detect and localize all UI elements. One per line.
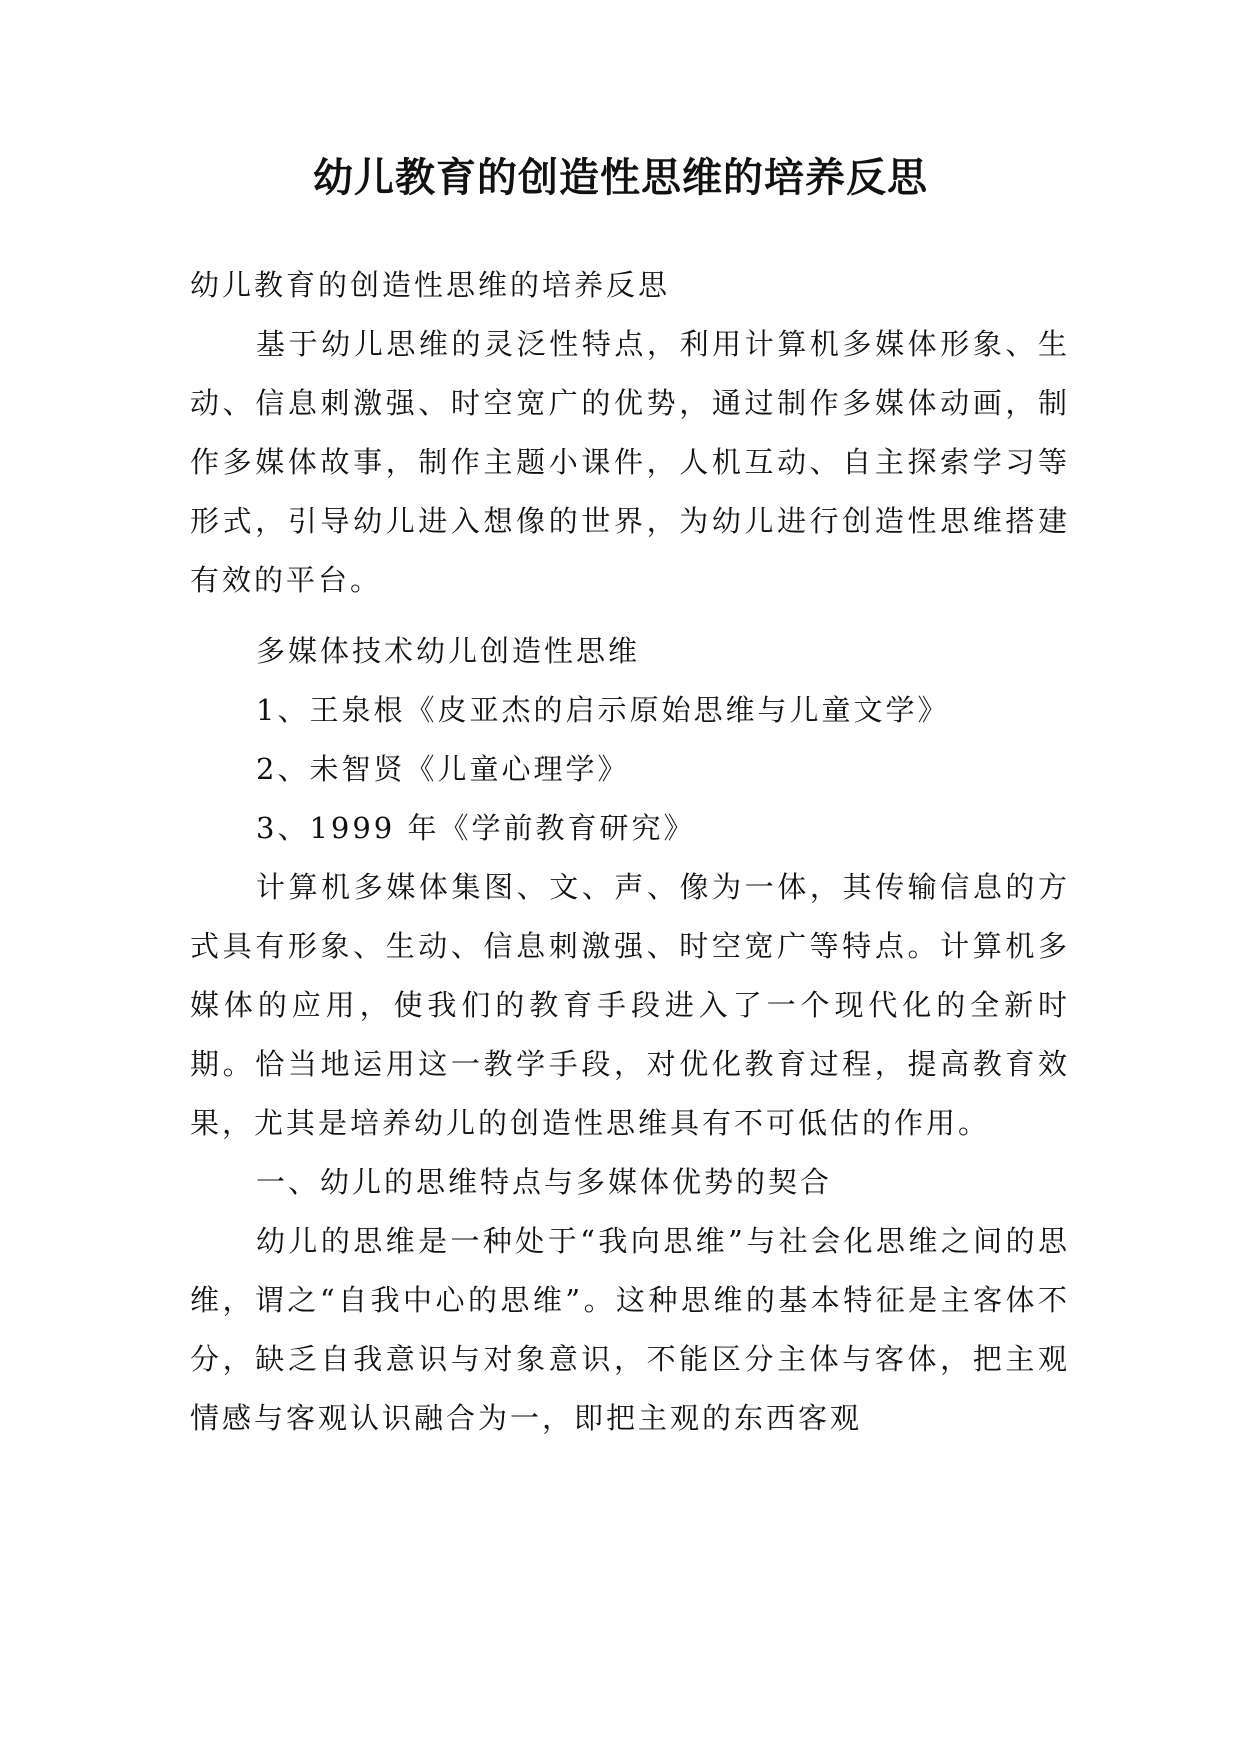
subtitle-line: 幼儿教育的创造性思维的培养反思 <box>190 268 671 302</box>
abstract-paragraph: 基于幼儿思维的灵泛性特点，利用计算机多媒体形象、生动、信息刺激强、时空宽广的优势，通过制作多媒体动画，制作多媒体故事，制作主题小课件，人机互动、自主探索学习等形式，引导幼儿进入想像的世界，为幼儿进行创造性思维搭建有效的平台。 <box>190 327 1070 597</box>
reference-item: 3、1999 年《学前教育研究》 <box>256 811 696 845</box>
reference-item: 1、王泉根《皮亚杰的启示原始思维与儿童文学》 <box>256 693 950 727</box>
keywords-line: 多媒体技术幼儿创造性思维 <box>256 634 641 668</box>
document-title: 幼儿教育的创造性思维的培养反思 <box>313 155 928 201</box>
document-body-main <box>190 622 1070 1448</box>
reference-item: 2、未智贤《儿童心理学》 <box>256 752 630 786</box>
document-body-top <box>190 256 1070 610</box>
section-paragraph: 幼儿的思维是一种处于“我向思维”与社会化思维之间的思维，谓之“自我中心的思维”。这种思维的基本特征是主客体不分，缺乏自我意识与对象意识，不能区分主体与客体，把主观情感与客观认识融合为一，即把主观的东西客观 <box>190 1224 1070 1435</box>
intro-paragraph: 计算机多媒体集图、文、声、像为一体，其传输信息的方式具有形象、生动、信息刺激强、时空宽广等特点。计算机多媒体的应用，使我们的教育手段进入了一个现代化的全新时期。恰当地运用这一教学手段，对优化教育过程，提高教育效果，尤其是培养幼儿的创造性思维具有不可低估的作用。 <box>190 870 1070 1140</box>
section-heading: 一、幼儿的思维特点与多媒体优势的契合 <box>256 1165 833 1199</box>
